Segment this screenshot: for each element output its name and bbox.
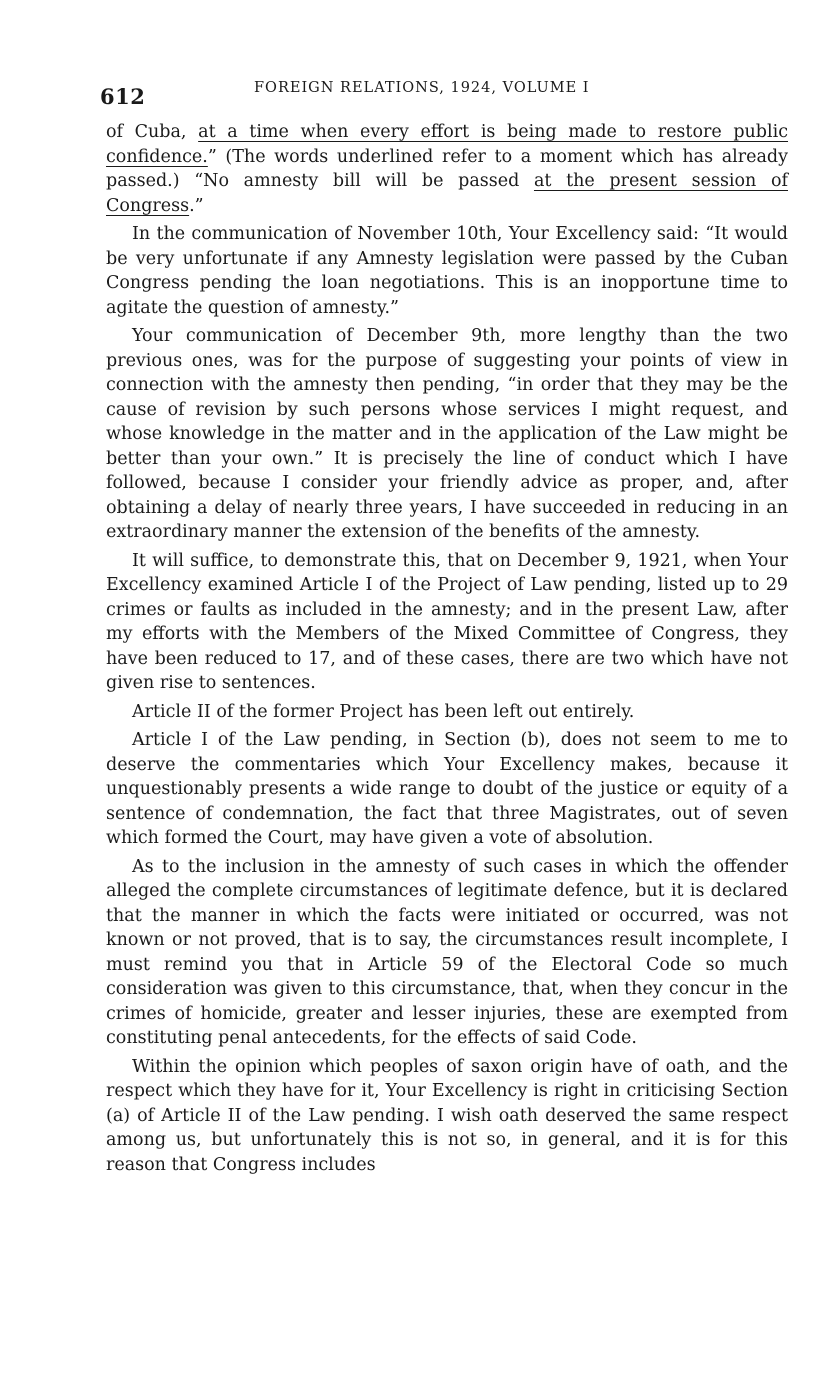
- text-segment: .”: [189, 195, 204, 216]
- paragraph: Article I of the Law pending, in Section (b), does not seem to me to deserve the commentaries which Your Excellency makes, because it unquestionably presents a wide range to doubt of the justice or equity of a sentence of condemnation, the fact that three Magistrates, out of seven which formed the Court, may have given a vote of absolution.: [106, 730, 788, 848]
- body-text: [106, 120, 788, 1181]
- paragraph: Article II of the former Project has been left out entirely.: [132, 701, 635, 722]
- paragraph: Within the opinion which peoples of saxon origin have of oath, and the respect which they have for it, Your Excellency is right in criticising Section (a) of Article II of the Law pending. I wish oath deserved the same respect among us, but unfortunately this is not so, in general, and it is for this reason that Congress includes: [106, 1056, 788, 1175]
- page-header: [100, 76, 780, 112]
- paragraph: As to the inclusion in the amnesty of such cases in which the offender alleged the complete circumstances of legitimate defence, but it is declared that the manner in which the facts were initiated or occurred, was not known or not proved, that is to say, the circumstances result incomplete, I must remind you that in Article 59 of the Electoral Code so much consideration was given to this circumstance, that, when they concur in the crimes of homicide, greater and lesser injuries, these are exempted from constituting penal antecedents, for the effects of said Code.: [106, 856, 788, 1048]
- paragraph: It will suffice, to demonstrate this, that on December 9, 1921, when Your Excellency examined Article I of the Project of Law pending, listed up to 29 crimes or faults as included in the amnesty; and in the present Law, after my efforts with the Members of the Mixed Committee of Congress, they have been reduced to 17, and of these cases, there are two which have not given rise to sentences.: [106, 550, 788, 693]
- text-segment: of Cuba,: [106, 122, 199, 142]
- page-number: 612: [100, 84, 146, 109]
- text-segment: ” (The words underlined refer to a moment which has already passed.) “No amnesty bill will be passed: [106, 146, 788, 191]
- underlined-text: at the present session of Congress: [106, 171, 788, 216]
- running-head: FOREIGN RELATIONS, 1924, VOLUME I: [254, 80, 590, 96]
- paragraph: In the communication of November 10th, Your Excellency said: “It would be very unfortunate if any Amnesty legislation were passed by the Cuban Congress pending the loan negotiations. This is an inopportune time to agitate the question of amnesty.”: [106, 224, 788, 318]
- underlined-text: at a time when every effort is being made to restore public confidence.: [106, 122, 789, 167]
- paragraph: Your communication of December 9th, more lengthy than the two previous ones, was for the purpose of suggesting your points of view in connection with the amnesty then pending, “in order that they may be the cause of revision by such persons whose services I might request, and whose knowledge in the matter and in the application of the Law might be better than your own.” It is precisely the line of conduct which I have followed, because I consider your friendly advice as proper, and, after obtaining a delay of nearly three years, I have succeeded in reducing in an extraordinary manner the extension of the benefits of the amnesty.: [106, 326, 788, 542]
- paragraph-continuation: [106, 120, 788, 218]
